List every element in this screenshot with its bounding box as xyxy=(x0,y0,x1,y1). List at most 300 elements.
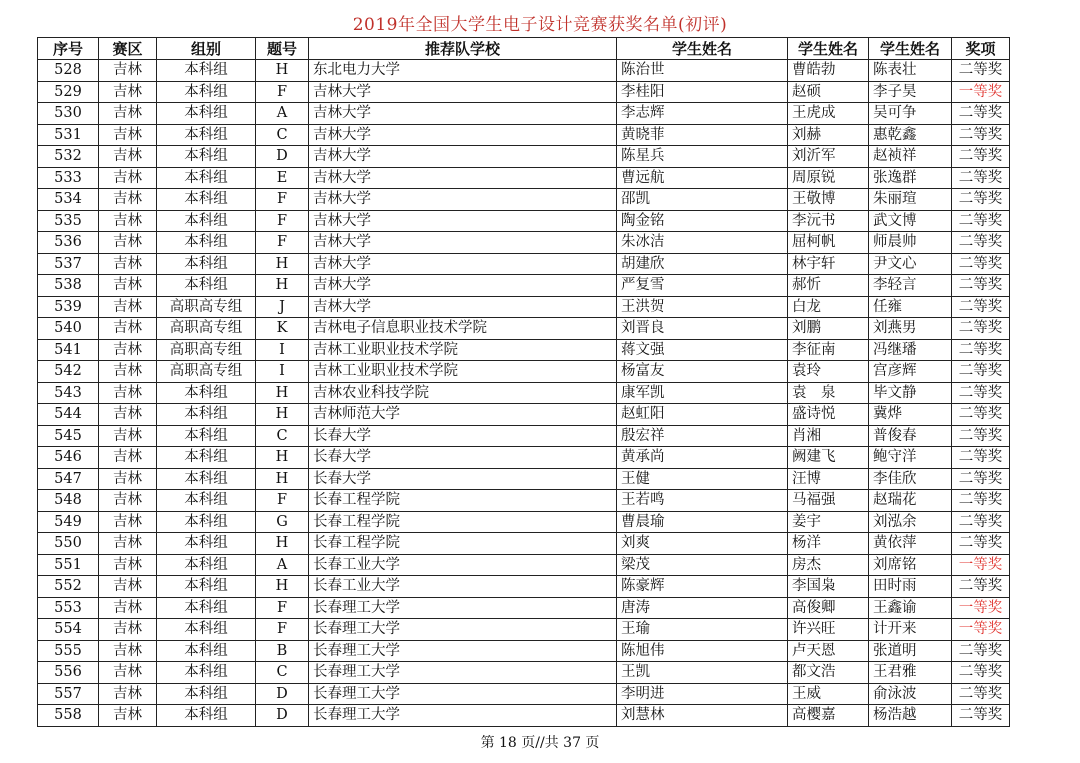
table-row xyxy=(38,662,1010,684)
cell-region: 吉林 xyxy=(99,576,157,598)
cell-problem: E xyxy=(256,167,309,189)
cell-problem: F xyxy=(256,210,309,232)
cell-region: 吉林 xyxy=(99,468,157,490)
cell-seq: 558 xyxy=(38,705,99,727)
cell-student-1: 胡建欣 xyxy=(617,253,788,275)
cell-school: 长春理工大学 xyxy=(309,683,617,705)
cell-region: 吉林 xyxy=(99,447,157,469)
header-student-1: 学生姓名 xyxy=(617,38,788,60)
cell-student-2: 高俊卿 xyxy=(788,597,869,619)
cell-group: 本科组 xyxy=(157,705,256,727)
cell-seq: 540 xyxy=(38,318,99,340)
cell-seq: 535 xyxy=(38,210,99,232)
cell-award: 一等奖 xyxy=(952,81,1010,103)
table-row xyxy=(38,425,1010,447)
cell-student-2: 阙建飞 xyxy=(788,447,869,469)
cell-group: 本科组 xyxy=(157,81,256,103)
table-row xyxy=(38,189,1010,211)
cell-student-1: 王瑜 xyxy=(617,619,788,641)
cell-group: 本科组 xyxy=(157,146,256,168)
cell-region: 吉林 xyxy=(99,490,157,512)
table-row xyxy=(38,468,1010,490)
cell-student-2: 姜宇 xyxy=(788,511,869,533)
cell-seq: 538 xyxy=(38,275,99,297)
table-row xyxy=(38,511,1010,533)
cell-school: 长春理工大学 xyxy=(309,705,617,727)
cell-student-2: 盛诗悦 xyxy=(788,404,869,426)
cell-region: 吉林 xyxy=(99,683,157,705)
cell-school: 长春工业大学 xyxy=(309,576,617,598)
cell-student-3: 刘燕男 xyxy=(869,318,952,340)
cell-school: 长春理工大学 xyxy=(309,662,617,684)
cell-student-2: 李征南 xyxy=(788,339,869,361)
cell-group: 高职高专组 xyxy=(157,339,256,361)
cell-student-3: 武文博 xyxy=(869,210,952,232)
cell-group: 本科组 xyxy=(157,404,256,426)
cell-seq: 543 xyxy=(38,382,99,404)
cell-student-1: 陈星兵 xyxy=(617,146,788,168)
cell-student-1: 陈治世 xyxy=(617,60,788,82)
cell-region: 吉林 xyxy=(99,597,157,619)
cell-region: 吉林 xyxy=(99,167,157,189)
cell-region: 吉林 xyxy=(99,318,157,340)
table-row xyxy=(38,146,1010,168)
cell-seq: 541 xyxy=(38,339,99,361)
cell-region: 吉林 xyxy=(99,554,157,576)
cell-student-3: 鲍守洋 xyxy=(869,447,952,469)
cell-award: 二等奖 xyxy=(952,296,1010,318)
page-footer: 第 18 页//共 37 页 xyxy=(480,735,600,751)
cell-problem: F xyxy=(256,597,309,619)
cell-problem: A xyxy=(256,554,309,576)
cell-student-1: 蒋文强 xyxy=(617,339,788,361)
cell-problem: F xyxy=(256,189,309,211)
cell-award: 二等奖 xyxy=(952,447,1010,469)
cell-seq: 551 xyxy=(38,554,99,576)
cell-region: 吉林 xyxy=(99,103,157,125)
cell-student-3: 黄依萍 xyxy=(869,533,952,555)
cell-student-2: 李国枭 xyxy=(788,576,869,598)
table-row xyxy=(38,275,1010,297)
cell-school: 吉林大学 xyxy=(309,81,617,103)
cell-award: 二等奖 xyxy=(952,210,1010,232)
cell-student-2: 刘鹏 xyxy=(788,318,869,340)
cell-award: 二等奖 xyxy=(952,640,1010,662)
cell-award: 二等奖 xyxy=(952,339,1010,361)
cell-student-1: 刘爽 xyxy=(617,533,788,555)
cell-group: 本科组 xyxy=(157,597,256,619)
cell-seq: 528 xyxy=(38,60,99,82)
cell-award: 二等奖 xyxy=(952,275,1010,297)
cell-region: 吉林 xyxy=(99,705,157,727)
cell-school: 吉林电子信息职业技术学院 xyxy=(309,318,617,340)
cell-award: 二等奖 xyxy=(952,60,1010,82)
cell-group: 本科组 xyxy=(157,382,256,404)
cell-region: 吉林 xyxy=(99,210,157,232)
cell-region: 吉林 xyxy=(99,533,157,555)
cell-school: 吉林大学 xyxy=(309,124,617,146)
header-student-3: 学生姓名 xyxy=(869,38,952,60)
cell-student-3: 王君雅 xyxy=(869,662,952,684)
header-group: 组别 xyxy=(157,38,256,60)
cell-problem: H xyxy=(256,404,309,426)
cell-seq: 532 xyxy=(38,146,99,168)
cell-problem: H xyxy=(256,447,309,469)
cell-region: 吉林 xyxy=(99,662,157,684)
cell-school: 吉林大学 xyxy=(309,167,617,189)
cell-student-1: 朱冰洁 xyxy=(617,232,788,254)
cell-seq: 537 xyxy=(38,253,99,275)
cell-school: 长春理工大学 xyxy=(309,619,617,641)
table-row xyxy=(38,253,1010,275)
cell-student-2: 白龙 xyxy=(788,296,869,318)
table-row xyxy=(38,554,1010,576)
cell-seq: 549 xyxy=(38,511,99,533)
cell-school: 吉林师范大学 xyxy=(309,404,617,426)
cell-student-2: 马福强 xyxy=(788,490,869,512)
header-school: 推荐队学校 xyxy=(309,38,617,60)
cell-student-3: 毕文静 xyxy=(869,382,952,404)
cell-student-1: 邵凯 xyxy=(617,189,788,211)
cell-student-1: 赵虹阳 xyxy=(617,404,788,426)
cell-group: 本科组 xyxy=(157,576,256,598)
cell-student-1: 曹晨瑜 xyxy=(617,511,788,533)
cell-student-1: 王若鸣 xyxy=(617,490,788,512)
cell-award: 二等奖 xyxy=(952,382,1010,404)
cell-problem: B xyxy=(256,640,309,662)
cell-student-2: 王虎成 xyxy=(788,103,869,125)
cell-region: 吉林 xyxy=(99,361,157,383)
cell-problem: F xyxy=(256,81,309,103)
cell-student-1: 唐涛 xyxy=(617,597,788,619)
cell-award: 二等奖 xyxy=(952,232,1010,254)
cell-group: 本科组 xyxy=(157,275,256,297)
cell-seq: 554 xyxy=(38,619,99,641)
cell-student-3: 俞泳波 xyxy=(869,683,952,705)
cell-group: 本科组 xyxy=(157,683,256,705)
cell-problem: C xyxy=(256,124,309,146)
cell-seq: 556 xyxy=(38,662,99,684)
cell-award: 二等奖 xyxy=(952,425,1010,447)
cell-student-3: 张逸群 xyxy=(869,167,952,189)
cell-award: 二等奖 xyxy=(952,468,1010,490)
cell-award: 二等奖 xyxy=(952,253,1010,275)
cell-student-2: 袁玲 xyxy=(788,361,869,383)
cell-award: 二等奖 xyxy=(952,662,1010,684)
cell-student-1: 王凯 xyxy=(617,662,788,684)
cell-award: 二等奖 xyxy=(952,533,1010,555)
cell-student-3: 刘泓余 xyxy=(869,511,952,533)
cell-student-2: 周原锐 xyxy=(788,167,869,189)
cell-seq: 530 xyxy=(38,103,99,125)
cell-problem: G xyxy=(256,511,309,533)
cell-student-3: 吴可争 xyxy=(869,103,952,125)
cell-school: 长春工业大学 xyxy=(309,554,617,576)
cell-group: 本科组 xyxy=(157,554,256,576)
cell-school: 吉林大学 xyxy=(309,253,617,275)
cell-student-2: 李沅书 xyxy=(788,210,869,232)
cell-region: 吉林 xyxy=(99,81,157,103)
header-student-2: 学生姓名 xyxy=(788,38,869,60)
cell-student-3: 惠乾鑫 xyxy=(869,124,952,146)
header-seq: 序号 xyxy=(38,38,99,60)
cell-region: 吉林 xyxy=(99,425,157,447)
cell-group: 本科组 xyxy=(157,60,256,82)
cell-student-1: 李桂阳 xyxy=(617,81,788,103)
cell-student-3: 朱丽瑄 xyxy=(869,189,952,211)
cell-problem: H xyxy=(256,468,309,490)
cell-seq: 536 xyxy=(38,232,99,254)
cell-student-3: 普俊春 xyxy=(869,425,952,447)
cell-school: 吉林大学 xyxy=(309,210,617,232)
cell-student-3: 王鑫谕 xyxy=(869,597,952,619)
cell-seq: 544 xyxy=(38,404,99,426)
cell-award: 二等奖 xyxy=(952,318,1010,340)
cell-school: 吉林大学 xyxy=(309,146,617,168)
cell-student-2: 王敬博 xyxy=(788,189,869,211)
cell-region: 吉林 xyxy=(99,296,157,318)
cell-group: 本科组 xyxy=(157,447,256,469)
table-row xyxy=(38,124,1010,146)
cell-student-2: 袁 泉 xyxy=(788,382,869,404)
cell-group: 本科组 xyxy=(157,490,256,512)
cell-problem: A xyxy=(256,103,309,125)
cell-student-1: 陶金铭 xyxy=(617,210,788,232)
cell-student-3: 张道明 xyxy=(869,640,952,662)
cell-seq: 542 xyxy=(38,361,99,383)
cell-seq: 546 xyxy=(38,447,99,469)
cell-award: 二等奖 xyxy=(952,124,1010,146)
cell-award: 二等奖 xyxy=(952,189,1010,211)
cell-student-2: 高樱嘉 xyxy=(788,705,869,727)
cell-student-2: 肖湘 xyxy=(788,425,869,447)
cell-seq: 545 xyxy=(38,425,99,447)
cell-student-3: 宫彦辉 xyxy=(869,361,952,383)
cell-problem: C xyxy=(256,662,309,684)
cell-student-3: 李子昊 xyxy=(869,81,952,103)
cell-student-2: 杨洋 xyxy=(788,533,869,555)
cell-student-2: 刘赫 xyxy=(788,124,869,146)
table-row xyxy=(38,705,1010,727)
cell-award: 二等奖 xyxy=(952,146,1010,168)
cell-student-2: 房杰 xyxy=(788,554,869,576)
cell-student-1: 王健 xyxy=(617,468,788,490)
cell-school: 长春工程学院 xyxy=(309,511,617,533)
table-row xyxy=(38,103,1010,125)
cell-student-3: 杨浩越 xyxy=(869,705,952,727)
cell-school: 长春大学 xyxy=(309,425,617,447)
cell-school: 吉林工业职业技术学院 xyxy=(309,361,617,383)
cell-student-3: 冀烨 xyxy=(869,404,952,426)
cell-student-3: 赵瑞花 xyxy=(869,490,952,512)
cell-award: 二等奖 xyxy=(952,103,1010,125)
header-problem: 题号 xyxy=(256,38,309,60)
cell-seq: 539 xyxy=(38,296,99,318)
cell-student-1: 严复雪 xyxy=(617,275,788,297)
cell-award: 一等奖 xyxy=(952,597,1010,619)
cell-student-3: 刘席铭 xyxy=(869,554,952,576)
table-row xyxy=(38,404,1010,426)
table-row xyxy=(38,210,1010,232)
header-row xyxy=(38,38,1010,60)
cell-group: 本科组 xyxy=(157,232,256,254)
cell-student-1: 李志辉 xyxy=(617,103,788,125)
cell-problem: K xyxy=(256,318,309,340)
cell-region: 吉林 xyxy=(99,146,157,168)
cell-region: 吉林 xyxy=(99,232,157,254)
cell-problem: J xyxy=(256,296,309,318)
cell-group: 本科组 xyxy=(157,511,256,533)
cell-student-2: 林宇轩 xyxy=(788,253,869,275)
cell-award: 一等奖 xyxy=(952,619,1010,641)
cell-award: 一等奖 xyxy=(952,554,1010,576)
cell-group: 本科组 xyxy=(157,167,256,189)
cell-student-1: 刘慧林 xyxy=(617,705,788,727)
cell-student-2: 汪博 xyxy=(788,468,869,490)
cell-school: 吉林大学 xyxy=(309,189,617,211)
table-row xyxy=(38,60,1010,82)
cell-school: 东北电力大学 xyxy=(309,60,617,82)
cell-student-3: 李轻言 xyxy=(869,275,952,297)
cell-award: 二等奖 xyxy=(952,511,1010,533)
cell-award: 二等奖 xyxy=(952,167,1010,189)
cell-student-1: 陈旭伟 xyxy=(617,640,788,662)
cell-student-3: 计开来 xyxy=(869,619,952,641)
cell-problem: D xyxy=(256,146,309,168)
cell-student-2: 郝忻 xyxy=(788,275,869,297)
table-row xyxy=(38,232,1010,254)
cell-seq: 534 xyxy=(38,189,99,211)
cell-student-2: 赵硕 xyxy=(788,81,869,103)
cell-award: 二等奖 xyxy=(952,404,1010,426)
cell-seq: 552 xyxy=(38,576,99,598)
cell-student-2: 卢天恩 xyxy=(788,640,869,662)
cell-award: 二等奖 xyxy=(952,683,1010,705)
cell-student-1: 黄承尚 xyxy=(617,447,788,469)
table-row xyxy=(38,597,1010,619)
table-row xyxy=(38,576,1010,598)
cell-group: 本科组 xyxy=(157,662,256,684)
cell-region: 吉林 xyxy=(99,275,157,297)
cell-seq: 529 xyxy=(38,81,99,103)
cell-student-1: 曹远航 xyxy=(617,167,788,189)
cell-school: 长春大学 xyxy=(309,468,617,490)
cell-problem: D xyxy=(256,683,309,705)
cell-region: 吉林 xyxy=(99,189,157,211)
cell-region: 吉林 xyxy=(99,511,157,533)
cell-problem: D xyxy=(256,705,309,727)
cell-region: 吉林 xyxy=(99,60,157,82)
cell-seq: 557 xyxy=(38,683,99,705)
cell-group: 高职高专组 xyxy=(157,361,256,383)
cell-group: 高职高专组 xyxy=(157,296,256,318)
cell-student-1: 殷宏祥 xyxy=(617,425,788,447)
cell-school: 吉林大学 xyxy=(309,296,617,318)
cell-seq: 553 xyxy=(38,597,99,619)
cell-school: 长春工程学院 xyxy=(309,533,617,555)
header-region: 赛区 xyxy=(99,38,157,60)
cell-student-1: 陈豪辉 xyxy=(617,576,788,598)
table-row xyxy=(38,533,1010,555)
cell-school: 吉林工业职业技术学院 xyxy=(309,339,617,361)
cell-student-2: 屈柯帆 xyxy=(788,232,869,254)
cell-student-3: 田时雨 xyxy=(869,576,952,598)
table-row xyxy=(38,339,1010,361)
cell-seq: 550 xyxy=(38,533,99,555)
table-row xyxy=(38,296,1010,318)
cell-group: 本科组 xyxy=(157,468,256,490)
cell-student-3: 陈表壮 xyxy=(869,60,952,82)
table-row xyxy=(38,490,1010,512)
cell-award: 二等奖 xyxy=(952,361,1010,383)
table-row xyxy=(38,361,1010,383)
cell-award: 二等奖 xyxy=(952,705,1010,727)
cell-student-2: 刘沂军 xyxy=(788,146,869,168)
cell-region: 吉林 xyxy=(99,253,157,275)
cell-problem: H xyxy=(256,533,309,555)
cell-student-2: 都文浩 xyxy=(788,662,869,684)
cell-group: 本科组 xyxy=(157,533,256,555)
cell-student-3: 李佳欣 xyxy=(869,468,952,490)
cell-problem: H xyxy=(256,60,309,82)
table-row xyxy=(38,382,1010,404)
cell-problem: I xyxy=(256,339,309,361)
cell-school: 吉林农业科技学院 xyxy=(309,382,617,404)
page-title: 2019年全国大学生电子设计竞赛获奖名单(初评) xyxy=(352,15,728,35)
cell-problem: C xyxy=(256,425,309,447)
cell-student-2: 曹皓勃 xyxy=(788,60,869,82)
cell-student-1: 李明进 xyxy=(617,683,788,705)
cell-problem: F xyxy=(256,490,309,512)
cell-school: 长春理工大学 xyxy=(309,597,617,619)
cell-seq: 533 xyxy=(38,167,99,189)
cell-school: 长春大学 xyxy=(309,447,617,469)
table-row xyxy=(38,683,1010,705)
table-row xyxy=(38,318,1010,340)
cell-student-3: 赵祯祥 xyxy=(869,146,952,168)
cell-student-1: 刘晋良 xyxy=(617,318,788,340)
cell-problem: H xyxy=(256,382,309,404)
awards-table xyxy=(37,37,1010,727)
cell-student-1: 王洪贺 xyxy=(617,296,788,318)
cell-problem: H xyxy=(256,275,309,297)
cell-student-1: 梁茂 xyxy=(617,554,788,576)
cell-region: 吉林 xyxy=(99,339,157,361)
cell-problem: I xyxy=(256,361,309,383)
table-row xyxy=(38,640,1010,662)
cell-seq: 547 xyxy=(38,468,99,490)
cell-seq: 548 xyxy=(38,490,99,512)
header-award: 奖项 xyxy=(952,38,1010,60)
cell-region: 吉林 xyxy=(99,382,157,404)
cell-student-3: 尹文心 xyxy=(869,253,952,275)
cell-student-1: 康军凯 xyxy=(617,382,788,404)
table-row xyxy=(38,81,1010,103)
cell-group: 本科组 xyxy=(157,253,256,275)
cell-region: 吉林 xyxy=(99,404,157,426)
table-row xyxy=(38,167,1010,189)
cell-student-1: 黄晓菲 xyxy=(617,124,788,146)
cell-group: 本科组 xyxy=(157,619,256,641)
cell-student-3: 任雍 xyxy=(869,296,952,318)
cell-school: 吉林大学 xyxy=(309,232,617,254)
cell-student-2: 许兴旺 xyxy=(788,619,869,641)
cell-school: 长春工程学院 xyxy=(309,490,617,512)
cell-group: 本科组 xyxy=(157,425,256,447)
cell-region: 吉林 xyxy=(99,640,157,662)
cell-group: 本科组 xyxy=(157,210,256,232)
cell-group: 本科组 xyxy=(157,103,256,125)
